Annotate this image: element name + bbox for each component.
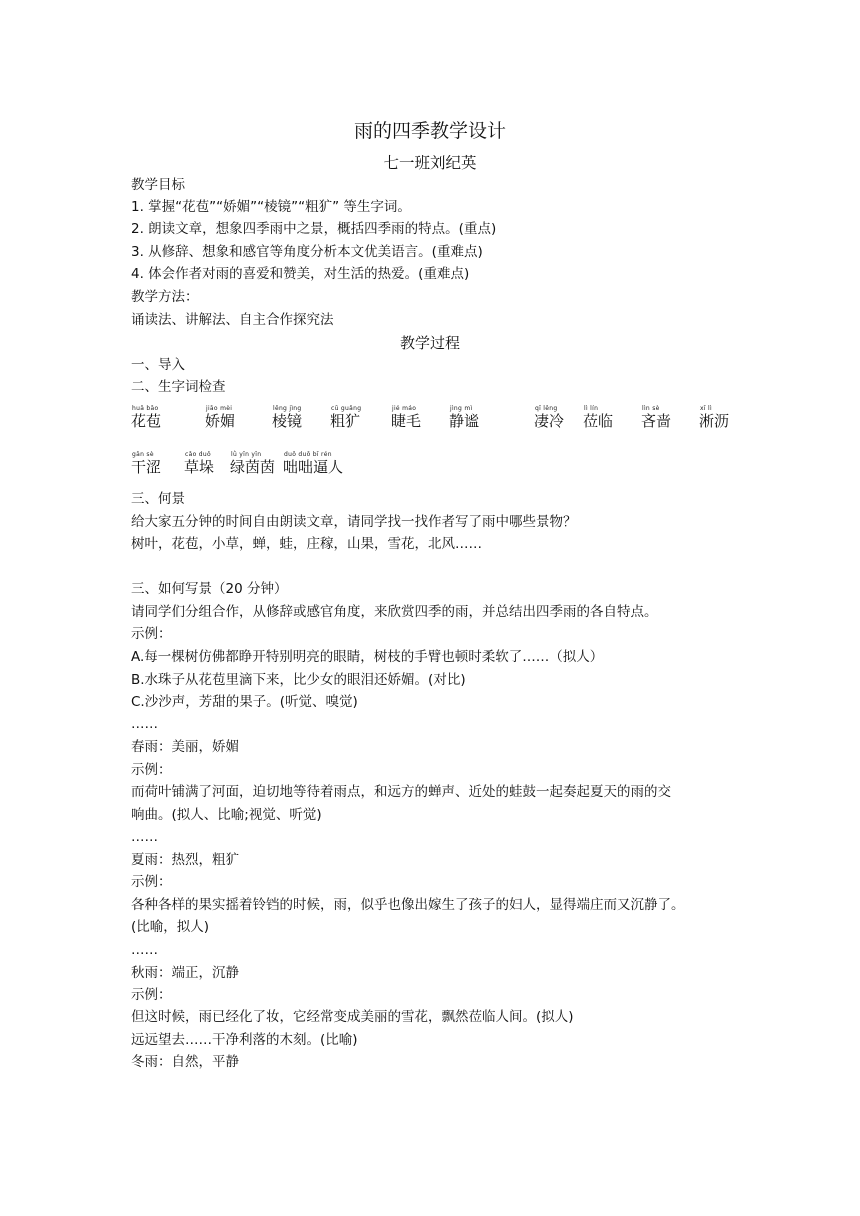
vocab-word: lì lín 莅临 [583,405,614,430]
methods-heading: 教学方法： [131,289,199,305]
autumn-summary: 秋雨：端正，沉静 [131,965,239,981]
example-label: 示例： [131,626,172,642]
vocab-word: jié máo 睫毛 [391,405,422,430]
ellipsis: …… [131,716,158,732]
ellipsis: …… [131,942,158,958]
vocab-word: jìng mì 静谧 [449,405,480,430]
vocab-word: cǎo duǒ 草垛 [184,451,215,476]
autumn-example-line-1: 各种各样的果实摇着铃铛的时候，雨，似乎也像出嫁生了孩子的妇人，显得端庄而又沉静了。 [131,897,685,913]
methods-text: 诵读法、讲解法、自主合作探究法 [131,312,334,328]
spring-summary: 春雨：美丽，娇媚 [131,739,239,755]
winter-example-a: 但这时候，雨已经化了妆，它经常变成美丽的雪花，飘然莅临人间。(拟人) [131,1009,574,1025]
summer-summary: 夏雨：热烈，粗犷 [131,852,239,868]
goal-item-2: 2. 朗读文章，想象四季雨中之景，概括四季雨的特点。(重点) [131,221,497,237]
winter-summary: 冬雨：自然，平静 [131,1054,239,1070]
example-label: 示例： [131,987,172,1003]
goal-item-3: 3. 从修辞、想象和感官等角度分析本文优美语言。(重难点) [131,244,483,260]
spring-example-c: C.沙沙声，芳甜的果子。(听觉、嗅觉) [131,694,358,710]
goals-heading: 教学目标 [131,177,185,193]
vocab-word: xī lì 淅沥 [699,405,730,430]
summer-example-line-1: 而荷叶铺满了河面，迫切地等待着雨点，和远方的蝉声、近处的蛙鼓一起奏起夏天的雨的交 [131,784,671,800]
how-scene-task: 请同学们分组合作，从修辞或感官角度，来欣赏四季的雨，并总结出四季雨的各自特点。 [131,604,658,620]
section-how-scene: 三、如何写景（20 分钟） [131,581,288,597]
spring-example-a: A.每一棵树仿佛都睁开特别明亮的眼睛，树枝的手臂也顿时柔软了……（拟人） [131,649,604,665]
section-what-scene: 三、何景 [131,491,185,507]
vocab-word: qī lěng 凄冷 [534,405,565,430]
vocab-word: huā bāo 花苞 [131,405,162,430]
section-vocab-check: 二、生字词检查 [131,379,226,395]
spring-example-b: B.水珠子从花苞里滴下来，比少女的眼泪还娇媚。(对比) [131,672,466,688]
author-line: 七一班刘纪英 [383,154,477,172]
summer-example-line-2: 响曲。(拟人、比喻;视觉、听觉) [131,807,322,823]
autumn-example-line-2: (比喻，拟人) [131,919,210,935]
goal-item-4: 4. 体会作者对雨的喜爱和赞美，对生活的热爱。(重难点) [131,266,470,282]
goal-item-1: 1. 掌握“花苞”“娇媚”“棱镜”“粗犷” 等生字词。 [131,199,411,215]
process-heading: 教学过程 [399,334,460,352]
example-label: 示例： [131,874,172,890]
section-intro: 一、导入 [131,357,185,373]
vocab-word: duō duō bī rén 咄咄逼人 [283,451,344,476]
ellipsis: …… [131,829,158,845]
what-scene-task: 给大家五分钟的时间自由朗读文章，请同学找一找作者写了雨中哪些景物？ [131,514,577,530]
vocab-word: lǜ yīn yīn 绿茵茵 [230,451,276,476]
vocab-word: lēng jìng 棱镜 [272,405,303,430]
what-scene-answer: 树叶，花苞，小草，蝉，蛙，庄稼，山果，雪花，北风…… [131,536,482,552]
vocab-word: lìn sè 吝啬 [641,405,672,430]
vocab-word: cū guǎng 粗犷 [330,405,362,430]
vocab-word: jiāo mèi 娇媚 [205,405,236,430]
page-title: 雨的四季教学设计 [353,120,506,142]
winter-example-b: 远远望去……干净利落的木刻。(比喻) [131,1032,358,1048]
vocab-word: gān sè 干涩 [131,451,162,476]
example-label: 示例： [131,762,172,778]
